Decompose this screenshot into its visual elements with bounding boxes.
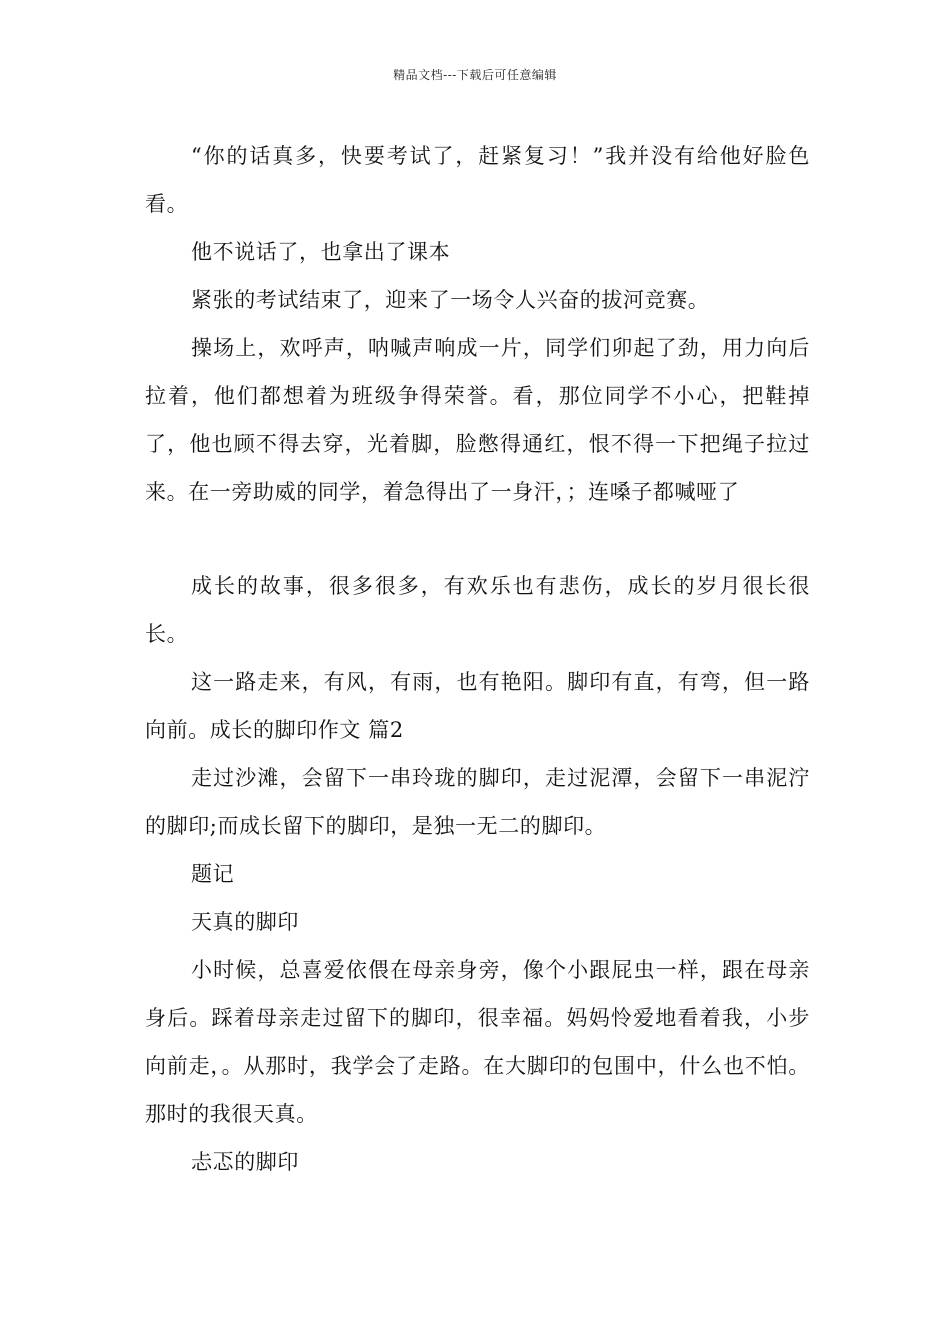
paragraph: “你的话真多，快要考试了，赶紧复习！”我并没有给他好脸色看。 <box>145 144 810 216</box>
paragraph: 走过沙滩，会留下一串玲珑的脚印，走过泥潭，会留下一串泥泞的脚印;而成长留下的脚印，是独一无二的脚印。 <box>145 766 810 838</box>
document-body <box>145 132 810 1186</box>
page-header: 精品文档---下载后可任意编辑 <box>393 68 557 82</box>
paragraph: 他不说话了，也拿出了课本 <box>191 240 451 264</box>
paragraph: 忐忑的脚印 <box>191 1150 299 1174</box>
paragraph: 这一路走来，有风，有雨，也有艳阳。脚印有直，有弯，但一路向前。成长的脚印作文 篇2 <box>145 670 810 742</box>
paragraph: 题记 <box>191 862 235 886</box>
blank-line <box>145 516 810 562</box>
paragraph: 小时候，总喜爱依偎在母亲身旁，像个小跟屁虫一样，跟在母亲身后。踩着母亲走过留下的脚印，很幸福。妈妈怜爱地看着我，小步向前走，。从那时，我学会了走路。在大脚印的包围中，什么也不怕。那时的我很天真。 <box>145 958 810 1126</box>
paragraph-text: 紧张的考试结束了，迎来了一场令人兴奋的拔河竞赛。 <box>191 288 710 312</box>
paragraph: 成长的故事，很多很多，有欢乐也有悲伤，成长的岁月很长很长。 <box>145 574 810 646</box>
paragraph: 天真的脚印 <box>191 910 299 934</box>
paragraph: 操场上，欢呼声，呐喊声响成一片，同学们卯起了劲，用力向后拉着，他们都想着为班级争得荣誉。看，那位同学不小心，把鞋掉了，他也顾不得去穿，光着脚，脸憋得通红，恨不得一下把绳子拉过来。在一旁助威的同学，着急得出了一身汗，；连嗓子都喊哑了 <box>145 336 810 504</box>
paragraph <box>99 276 810 324</box>
